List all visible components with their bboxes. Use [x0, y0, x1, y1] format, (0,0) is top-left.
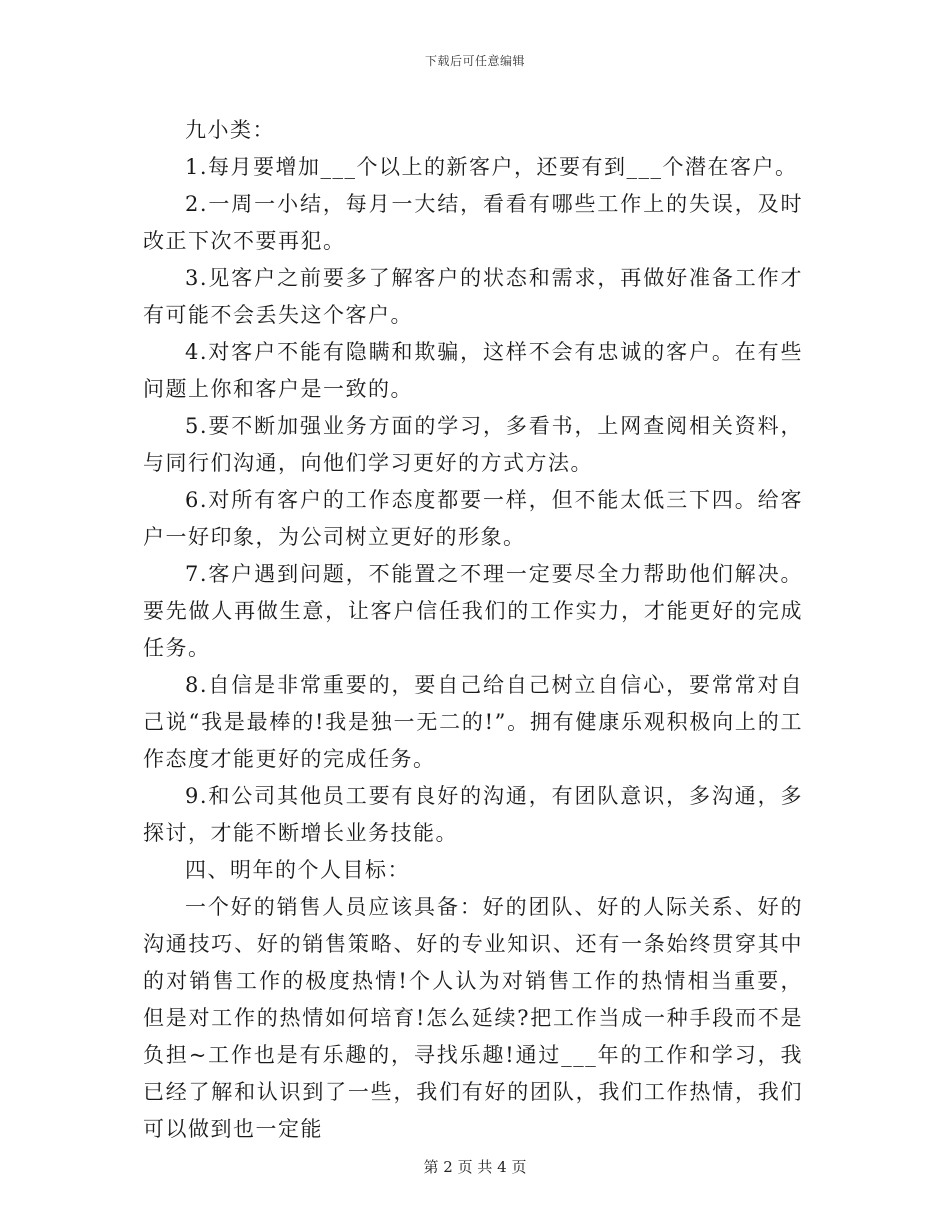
paragraph-body-goals: 一个好的销售人员应该具备：好的团队、好的人际关系、好的沟通技巧、好的销售策略、好的专业知识、还有一条始终贯穿其中的对销售工作的极度热情!个人认为对销售工作的热情相当重要，但是对工作的热情如何培育!怎么延续?把工作当成一种手段而不是负担~工作也是有乐趣的，寻找乐趣!通过___年的工作和学习，我已经了解和认识到了一些，我们有好的团队，我们工作热情，我们可以做到也一定能 [143, 895, 803, 1141]
section-heading-next-year-goals: 四、明年的个人目标： [185, 858, 410, 882]
paragraph-item-4: 4.对客户不能有隐瞒和欺骗，这样不会有忠诚的客户。在有些问题上你和客户是一致的。 [143, 340, 803, 401]
page-number-footer: 第 2 页 共 4 页 [423, 1158, 527, 1176]
page-header: 下载后可任意编辑 [424, 54, 525, 68]
paragraph-item-1: 1.每月要增加___个以上的新客户，还要有到___个潜在客户。 [185, 155, 798, 179]
paragraph-subheading-nine-categories: 九小类： [185, 118, 275, 142]
paragraph-item-6: 6.对所有客户的工作态度都要一样，但不能太低三下四。给客户一好印象，为公司树立更好的形象。 [143, 488, 803, 549]
paragraph-item-2: 2.一周一小结，每月一大结，看看有哪些工作上的失误，及时改正下次不要再犯。 [143, 192, 803, 253]
paragraph-item-9: 9.和公司其他员工要有良好的沟通，有团队意识，多沟通，多探讨，才能不断增长业务技能。 [143, 784, 803, 845]
paragraph-item-8: 8.自信是非常重要的，要自己给自己树立自信心，要常常对自己说“我是最棒的!我是独一无二的!”。拥有健康乐观积极向上的工作态度才能更好的完成任务。 [143, 673, 803, 771]
paragraph-item-5: 5.要不断加强业务方面的学习，多看书，上网查阅相关资料，与同行们沟通，向他们学习更好的方式方法。 [143, 414, 803, 475]
paragraph-item-7: 7.客户遇到问题，不能置之不理一定要尽全力帮助他们解决。要先做人再做生意，让客户信任我们的工作实力，才能更好的完成任务。 [143, 562, 803, 660]
paragraph-item-3: 3.见客户之前要多了解客户的状态和需求，再做好准备工作才有可能不会丢失这个客户。 [143, 266, 803, 327]
document-body [143, 112, 803, 1148]
